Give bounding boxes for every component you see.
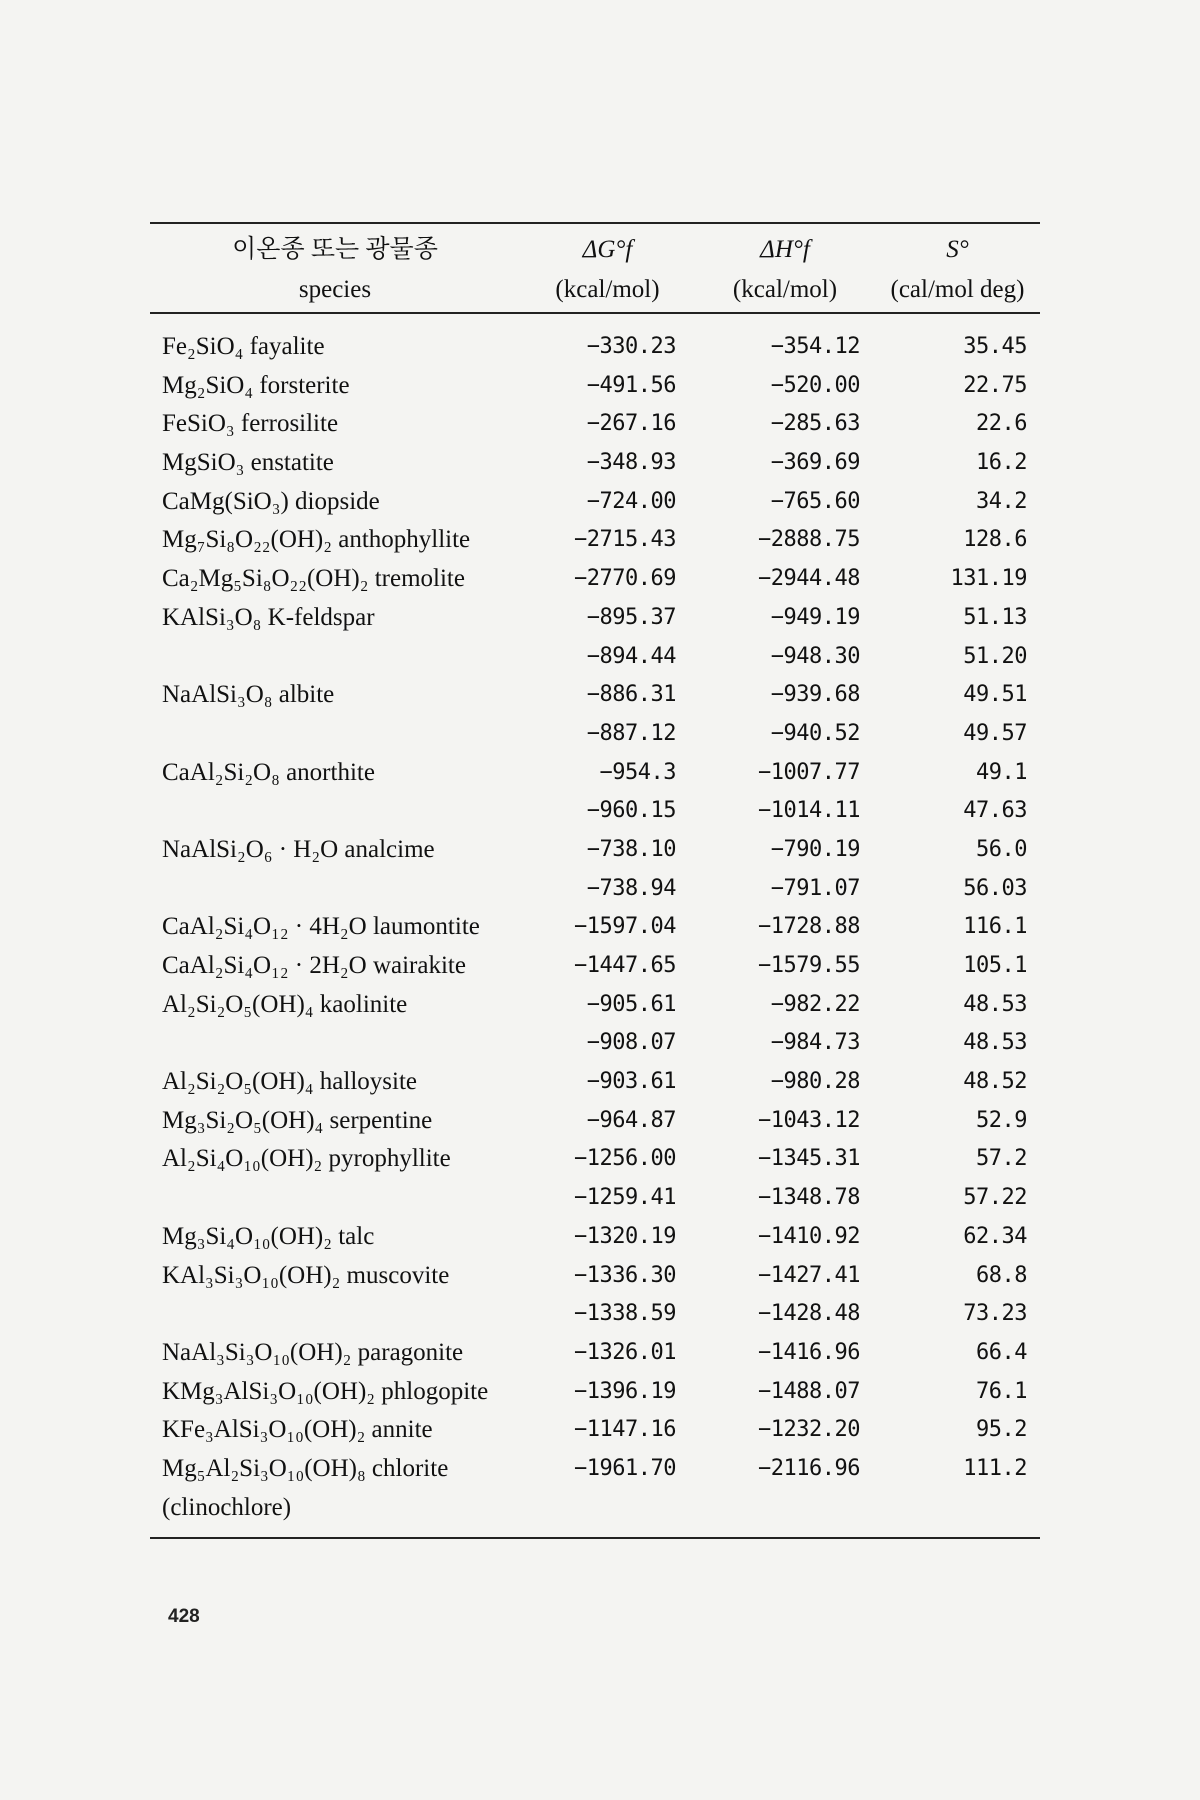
species-cell: FeSiO₃ ferrosilite bbox=[162, 410, 339, 438]
entropy-cell: 68.8 bbox=[976, 1262, 1027, 1288]
entropy-cell: 48.52 bbox=[963, 1069, 1027, 1095]
delta-h-cell: −1427.41 bbox=[758, 1262, 860, 1288]
delta-g-cell: −954.3 bbox=[599, 759, 676, 785]
table-row bbox=[150, 1102, 1040, 1141]
entropy-cell: 66.4 bbox=[976, 1339, 1027, 1365]
entropy-cell: 22.6 bbox=[976, 411, 1027, 437]
delta-g-cell: −2770.69 bbox=[574, 566, 676, 592]
table-body bbox=[150, 314, 1040, 1537]
table-row bbox=[150, 1334, 1040, 1373]
delta-g-cell: −886.31 bbox=[586, 682, 676, 708]
species-cell: MgSiO₃ enstatite bbox=[162, 449, 334, 477]
delta-h-cell: −354.12 bbox=[770, 334, 860, 359]
table-row bbox=[150, 483, 1040, 522]
header-entropy-symbol: S° bbox=[946, 236, 969, 263]
table-row bbox=[150, 1063, 1040, 1102]
delta-h-cell: −2888.75 bbox=[758, 527, 860, 553]
species-cell: Ca₂Mg₅Si₈O₂₂(OH)₂ tremolite bbox=[162, 565, 465, 593]
species-cell: KFe₃AlSi₃O₁₀(OH)₂ annite bbox=[162, 1416, 433, 1444]
thermo-data-table bbox=[150, 222, 1040, 1539]
entropy-cell: 16.2 bbox=[976, 450, 1027, 476]
delta-g-cell: −738.94 bbox=[586, 875, 676, 901]
delta-h-cell: −1410.92 bbox=[758, 1223, 860, 1249]
species-cell: Mg₃Si₄O₁₀(OH)₂ talc bbox=[162, 1222, 375, 1250]
species-cell: Mg₃Si₂O₅(OH)₄ serpentine bbox=[162, 1106, 433, 1134]
species-cell: KAlSi₃O₈ K-feldspar bbox=[162, 603, 375, 631]
delta-h-cell: −1348.78 bbox=[758, 1185, 860, 1211]
delta-h-cell: −1488.07 bbox=[758, 1378, 860, 1404]
entropy-cell: 105.1 bbox=[963, 953, 1027, 978]
table-row bbox=[150, 831, 1040, 870]
delta-h-cell: −1007.77 bbox=[758, 759, 860, 785]
entropy-cell: 51.20 bbox=[963, 643, 1027, 669]
delta-g-cell: −738.10 bbox=[586, 836, 676, 862]
entropy-cell: 49.1 bbox=[976, 759, 1027, 785]
table-row bbox=[150, 367, 1040, 406]
header-delta-g-unit: (kcal/mol) bbox=[555, 276, 660, 303]
entropy-cell: 116.1 bbox=[963, 914, 1027, 940]
species-cell: KMg₃AlSi₃O₁₀(OH)₂ phlogopite bbox=[162, 1377, 489, 1405]
species-cell: (clinochlore) bbox=[162, 1493, 292, 1521]
delta-h-cell: −1232.20 bbox=[758, 1417, 860, 1443]
table-row bbox=[150, 1179, 1040, 1218]
entropy-cell: 56.03 bbox=[963, 875, 1027, 901]
species-cell: CaAl₂Si₄O₁₂ · 2H₂O wairakite bbox=[162, 952, 466, 979]
entropy-cell: 48.53 bbox=[963, 991, 1027, 1017]
delta-h-cell: −1014.11 bbox=[758, 798, 860, 824]
species-cell: Al₂Si₄O₁₀(OH)₂ pyrophyllite bbox=[162, 1145, 451, 1173]
table-row bbox=[150, 1295, 1040, 1334]
entropy-cell: 76.1 bbox=[976, 1378, 1027, 1404]
table-row bbox=[150, 405, 1040, 444]
delta-h-cell: −520.00 bbox=[770, 372, 860, 398]
table-row bbox=[150, 792, 1040, 831]
table-row bbox=[150, 1257, 1040, 1296]
species-cell: Mg₅Al₂Si₃O₁₀(OH)₈ chlorite bbox=[162, 1454, 449, 1482]
delta-h-cell: −939.68 bbox=[770, 682, 860, 708]
entropy-cell: 35.45 bbox=[963, 334, 1027, 359]
species-cell: Al₂Si₂O₅(OH)₄ kaolinite bbox=[162, 990, 408, 1018]
table-bottom-rule bbox=[150, 1537, 1040, 1539]
entropy-cell: 111.2 bbox=[963, 1455, 1027, 1481]
entropy-cell: 57.22 bbox=[963, 1185, 1027, 1211]
entropy-cell: 62.34 bbox=[963, 1223, 1027, 1249]
delta-g-cell: −348.93 bbox=[586, 450, 676, 476]
delta-h-cell: −1428.48 bbox=[758, 1301, 860, 1327]
entropy-cell: 128.6 bbox=[963, 527, 1027, 553]
delta-h-cell: −2944.48 bbox=[758, 566, 860, 592]
species-cell: Mg₇Si₈O₂₂(OH)₂ anthophyllite bbox=[162, 526, 471, 554]
entropy-cell: 34.2 bbox=[976, 488, 1027, 514]
delta-g-cell: −1961.70 bbox=[574, 1455, 676, 1481]
species-cell: CaAl₂Si₄O₁₂ · 4H₂O laumontite bbox=[162, 913, 480, 941]
delta-g-cell: −1259.41 bbox=[574, 1185, 676, 1211]
species-cell: CaAl₂Si₂O₈ anorthite bbox=[162, 758, 375, 786]
header-species bbox=[150, 230, 520, 310]
delta-g-cell: −887.12 bbox=[586, 720, 676, 746]
delta-g-cell: −330.23 bbox=[586, 334, 676, 359]
delta-h-cell: −790.19 bbox=[770, 836, 860, 862]
table-row bbox=[150, 1450, 1040, 1489]
delta-g-cell: −964.87 bbox=[586, 1107, 676, 1133]
table-row bbox=[150, 1024, 1040, 1063]
entropy-cell: 131.19 bbox=[950, 566, 1027, 592]
header-entropy bbox=[875, 230, 1040, 310]
entropy-cell: 52.9 bbox=[976, 1107, 1027, 1133]
table-row bbox=[150, 676, 1040, 715]
delta-g-cell: −724.00 bbox=[586, 488, 676, 514]
table-row bbox=[150, 870, 1040, 909]
header-entropy-unit: (cal/mol deg) bbox=[890, 276, 1025, 303]
delta-g-cell: −908.07 bbox=[586, 1030, 676, 1056]
delta-g-cell: −1338.59 bbox=[574, 1301, 676, 1327]
table-row bbox=[150, 638, 1040, 677]
delta-h-cell: −948.30 bbox=[770, 643, 860, 669]
delta-g-cell: −960.15 bbox=[586, 798, 676, 824]
delta-g-cell: −894.44 bbox=[586, 643, 676, 669]
delta-g-cell: −905.61 bbox=[586, 991, 676, 1017]
entropy-cell: 95.2 bbox=[976, 1417, 1027, 1443]
delta-h-cell: −765.60 bbox=[770, 488, 860, 514]
table-row bbox=[150, 328, 1040, 367]
species-cell: Fe₂SiO₄ fayalite bbox=[162, 333, 325, 360]
header-species-korean: 이온종 또는 광물종 bbox=[232, 236, 438, 263]
delta-g-cell: −1320.19 bbox=[574, 1223, 676, 1249]
delta-g-cell: −2715.43 bbox=[574, 527, 676, 553]
header-delta-g-symbol: ΔG°f bbox=[582, 236, 633, 263]
delta-h-cell: −369.69 bbox=[770, 450, 860, 476]
table-row bbox=[150, 754, 1040, 793]
delta-h-cell: −1728.88 bbox=[758, 914, 860, 940]
delta-g-cell: −491.56 bbox=[586, 372, 676, 398]
entropy-cell: 57.2 bbox=[976, 1146, 1027, 1172]
species-cell: CaMg(SiO₃) diopside bbox=[162, 487, 380, 515]
header-delta-h-unit: (kcal/mol) bbox=[732, 276, 838, 303]
delta-h-cell: −980.28 bbox=[770, 1069, 860, 1095]
delta-g-cell: −1256.00 bbox=[574, 1146, 676, 1172]
header-delta-h-symbol: ΔH°f bbox=[760, 236, 810, 263]
delta-h-cell: −285.63 bbox=[770, 411, 860, 437]
delta-h-cell: −1416.96 bbox=[758, 1339, 860, 1365]
delta-h-cell: −1345.31 bbox=[758, 1146, 860, 1172]
delta-g-cell: −267.16 bbox=[586, 411, 676, 437]
header-delta-g bbox=[520, 230, 695, 310]
entropy-cell: 22.75 bbox=[963, 372, 1027, 398]
header-species-english: species bbox=[298, 276, 372, 303]
entropy-cell: 73.23 bbox=[963, 1301, 1027, 1327]
entropy-cell: 49.51 bbox=[963, 682, 1027, 708]
entropy-cell: 56.0 bbox=[976, 836, 1027, 862]
delta-g-cell: −895.37 bbox=[586, 604, 676, 630]
table-row bbox=[150, 560, 1040, 599]
table-row bbox=[150, 1218, 1040, 1257]
delta-g-cell: −903.61 bbox=[586, 1069, 676, 1095]
species-cell: NaAl₃Si₃O₁₀(OH)₂ paragonite bbox=[162, 1338, 464, 1366]
table-row bbox=[150, 947, 1040, 986]
table-row bbox=[150, 521, 1040, 560]
table-row bbox=[150, 1411, 1040, 1450]
delta-h-cell: −1579.55 bbox=[758, 953, 860, 978]
delta-g-cell: −1597.04 bbox=[574, 914, 676, 940]
table-row bbox=[150, 1489, 1040, 1528]
delta-h-cell: −940.52 bbox=[770, 720, 860, 746]
delta-h-cell: −2116.96 bbox=[758, 1455, 860, 1481]
delta-h-cell: −1043.12 bbox=[758, 1107, 860, 1133]
delta-h-cell: −982.22 bbox=[770, 991, 860, 1017]
delta-h-cell: −791.07 bbox=[770, 875, 860, 901]
delta-g-cell: −1326.01 bbox=[574, 1339, 676, 1365]
table-row bbox=[150, 1140, 1040, 1179]
header-delta-h bbox=[695, 230, 875, 310]
table-row bbox=[150, 599, 1040, 638]
page-number: 428 bbox=[168, 1606, 200, 1627]
delta-h-cell: −949.19 bbox=[770, 604, 860, 630]
delta-g-cell: −1147.16 bbox=[574, 1417, 676, 1443]
delta-g-cell: −1336.30 bbox=[574, 1262, 676, 1288]
table-header bbox=[150, 224, 1040, 312]
species-cell: KAl₃Si₃O₁₀(OH)₂ muscovite bbox=[162, 1261, 450, 1289]
delta-g-cell: −1396.19 bbox=[574, 1378, 676, 1404]
delta-g-cell: −1447.65 bbox=[574, 953, 676, 978]
table-row bbox=[150, 908, 1040, 947]
entropy-cell: 51.13 bbox=[963, 604, 1027, 630]
table-row bbox=[150, 1373, 1040, 1412]
species-cell: Mg₂SiO₄ forsterite bbox=[162, 371, 350, 399]
species-cell: NaAlSi₂O₆ · H₂O analcime bbox=[162, 835, 435, 863]
entropy-cell: 49.57 bbox=[963, 720, 1027, 746]
entropy-cell: 47.63 bbox=[963, 798, 1027, 824]
table-row bbox=[150, 444, 1040, 483]
species-cell: Al₂Si₂O₅(OH)₄ halloysite bbox=[162, 1068, 417, 1096]
species-cell: NaAlSi₃O₈ albite bbox=[162, 681, 335, 709]
entropy-cell: 48.53 bbox=[963, 1030, 1027, 1056]
table-row bbox=[150, 715, 1040, 754]
table-row bbox=[150, 986, 1040, 1025]
delta-h-cell: −984.73 bbox=[770, 1030, 860, 1056]
